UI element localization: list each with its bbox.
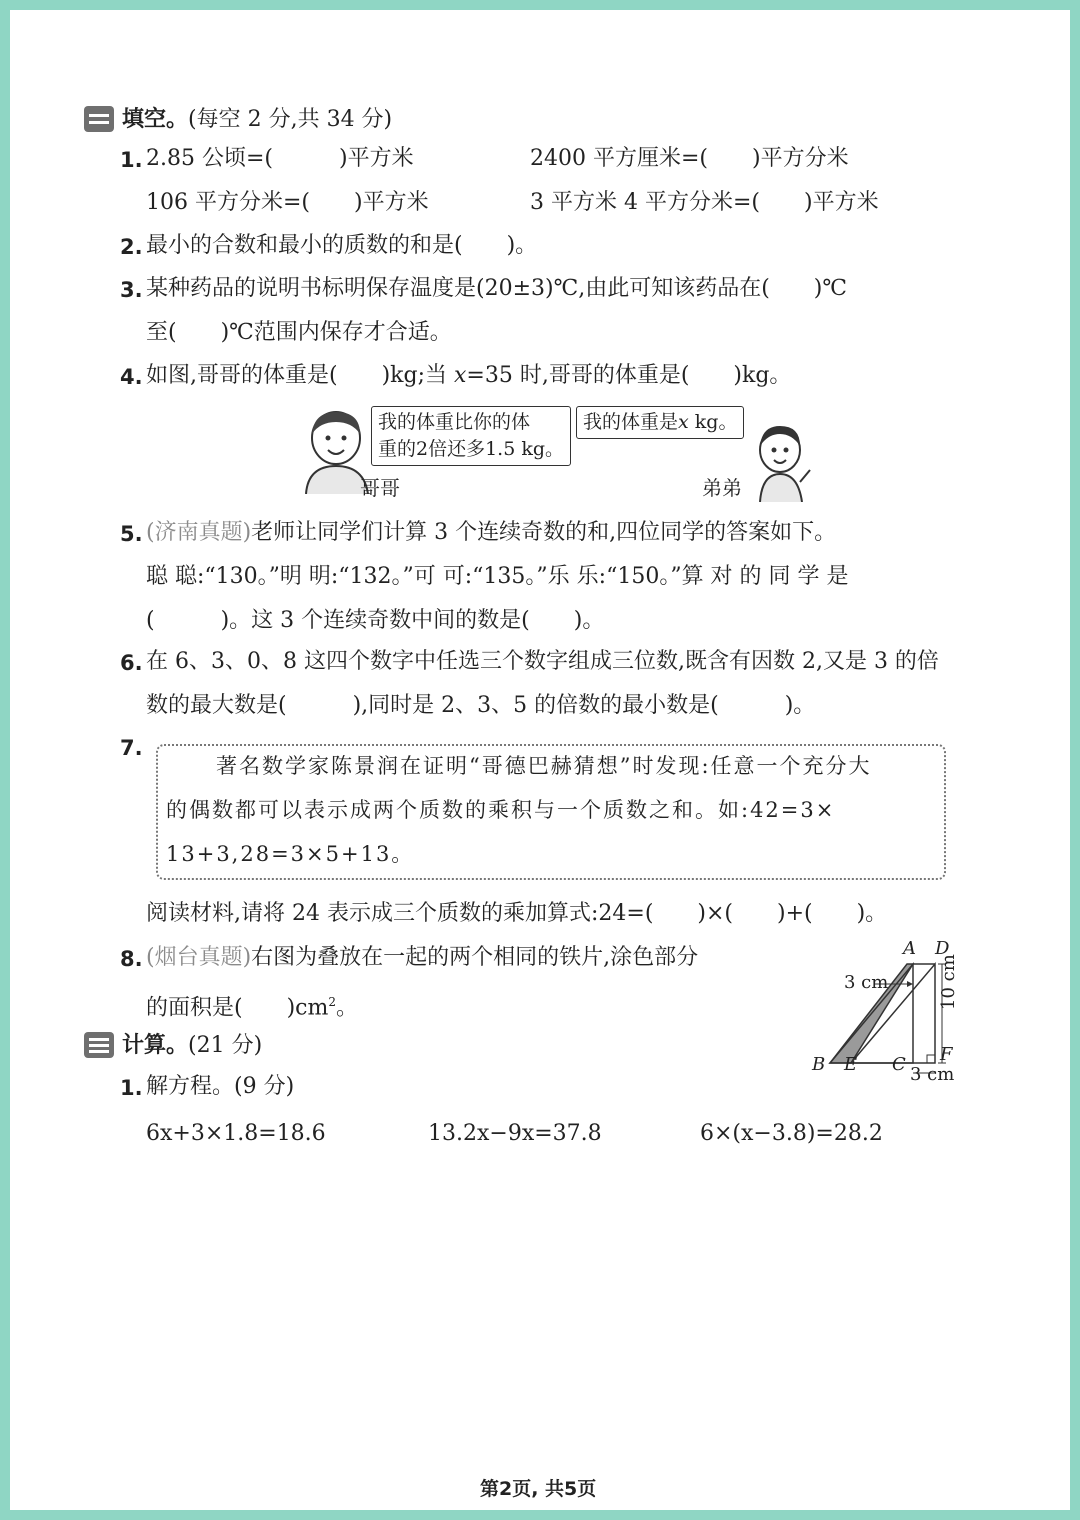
fig-side-length-text: 10 cm — [938, 954, 959, 1010]
label-older-brother: 哥哥 — [360, 476, 400, 500]
q8-number: 8. — [120, 947, 143, 971]
fig-label-top-length: 3 cm — [844, 972, 889, 993]
q1-number: 1. — [120, 148, 143, 172]
younger-brother-illustration — [752, 422, 812, 502]
q3-number: 3. — [120, 278, 143, 302]
section-3-badge — [84, 1032, 114, 1058]
q5-line-1-text: 老师让同学们计算 3 个连续奇数的和,四位同学的答案如下。 — [251, 520, 837, 545]
q8-line-1 — [146, 944, 698, 972]
q4-number: 4. — [120, 365, 143, 389]
section-3-score: (21 分) — [188, 1033, 263, 1058]
q4-text — [146, 362, 791, 390]
speech-bubble-older — [371, 406, 571, 466]
q6-line-2: 数的最大数是( ),同时是 2、3、5 的倍数的最小数是( )。 — [146, 693, 816, 718]
q3-line-1: 某种药品的说明书标明保存温度是(20±3)℃,由此可知该药品在( )℃ — [146, 276, 847, 301]
q4-text-after: =35 时,哥哥的体重是( )kg。 — [466, 363, 792, 388]
q7-number: 7. — [120, 736, 143, 760]
section-2-badge — [84, 106, 114, 132]
section-2-heading — [122, 102, 392, 134]
q6-number: 6. — [120, 651, 143, 675]
equation-3: 6×(x−3.8)=28.2 — [700, 1121, 883, 1146]
q8-line-2 — [146, 988, 358, 1022]
q3-line-2: 至( )℃范围内保存才合适。 — [146, 320, 452, 345]
fig-label-f: F — [940, 1044, 953, 1065]
fig-label-e: E — [844, 1054, 858, 1075]
q7-passage-line-2: 的偶数都可以表示成两个质数的乘积与一个质数之和。如:42=3× — [166, 798, 836, 822]
q7-task: 阅读材料,请将 24 表示成三个质数的乘加算式:24=( )×( )+( )。 — [146, 901, 888, 926]
q1-item-c: 106 平方分米=( )平方米 — [146, 190, 429, 215]
fig-label-side-length — [938, 954, 959, 1010]
fig-label-bottom-length: 3 cm — [910, 1064, 955, 1085]
q5-line-1 — [146, 519, 836, 547]
fig-label-b: B — [812, 1054, 826, 1075]
speech-bubble-younger — [576, 406, 744, 439]
bubble-younger-unit: kg。 — [688, 411, 738, 433]
fig-label-c: C — [892, 1054, 906, 1075]
equation-1: 6x+3×1.8=18.6 — [146, 1121, 326, 1146]
calc1-title: 解方程。(9 分) — [146, 1074, 295, 1099]
q2-text: 最小的合数和最小的质数的和是( )。 — [146, 233, 538, 258]
calc1-number: 1. — [120, 1076, 143, 1100]
q8-line-2-end: 。 — [336, 995, 359, 1021]
q1-item-a: 2.85 公顷=( )平方米 — [146, 146, 414, 171]
equation-2: 13.2x−9x=37.8 — [428, 1121, 602, 1146]
fig-label-d: D — [935, 938, 950, 959]
q8-source-tag: (烟台真题) — [146, 945, 252, 970]
q5-line-2: 聪 聪:“130。”明 明:“132。”可 可:“135。”乐 乐:“150。”算 对 的 同 学 是 — [146, 564, 849, 589]
q5-source-tag: (济南真题) — [146, 520, 252, 545]
section-2-title: 填空。 — [122, 107, 189, 132]
q5-line-3: ( )。这 3 个连续奇数中间的数是( )。 — [146, 608, 605, 633]
q1-item-d: 3 平方米 4 平方分米=( )平方米 — [530, 190, 879, 215]
q4-variable: x — [453, 363, 467, 388]
page-number-footer: 第2页, 共5页 — [480, 1478, 597, 1500]
q1-item-b: 2400 平方厘米=( )平方分米 — [530, 146, 849, 171]
worksheet-page — [10, 10, 1070, 1510]
q7-passage-line-1: 著名数学家陈景润在证明“哥德巴赫猜想”时发现:任意一个充分大 — [216, 754, 872, 778]
label-younger-brother: 弟弟 — [702, 476, 742, 500]
fig-label-a: A — [903, 938, 916, 959]
section-3-heading — [122, 1028, 262, 1060]
section-3-title: 计算。 — [122, 1033, 189, 1058]
bubble-older-line-1: 我的体重比你的体 — [378, 411, 531, 433]
q8-line-2-text: 的面积是( )cm — [146, 995, 329, 1021]
section-2-score: (每空 2 分,共 34 分) — [188, 107, 393, 132]
q5-number: 5. — [120, 522, 143, 546]
q8-line-1-text: 右图为叠放在一起的两个相同的铁片,涂色部分 — [251, 945, 699, 970]
q4-text-before: 如图,哥哥的体重是( )kg;当 — [146, 363, 454, 388]
q7-passage-line-3: 13+3,28=3×5+13。 — [166, 842, 415, 866]
q8-exponent: 2 — [328, 995, 336, 1009]
bubble-older-line-2: 重的2倍还多1.5 kg。 — [378, 438, 565, 460]
bubble-younger-variable: x — [678, 411, 689, 433]
q6-line-1: 在 6、3、0、8 这四个数字中任选三个数字组成三位数,既含有因数 2,又是 3 的倍 — [146, 649, 939, 674]
bubble-younger-text: 我的体重是 — [583, 411, 679, 433]
q2-number: 2. — [120, 235, 143, 259]
